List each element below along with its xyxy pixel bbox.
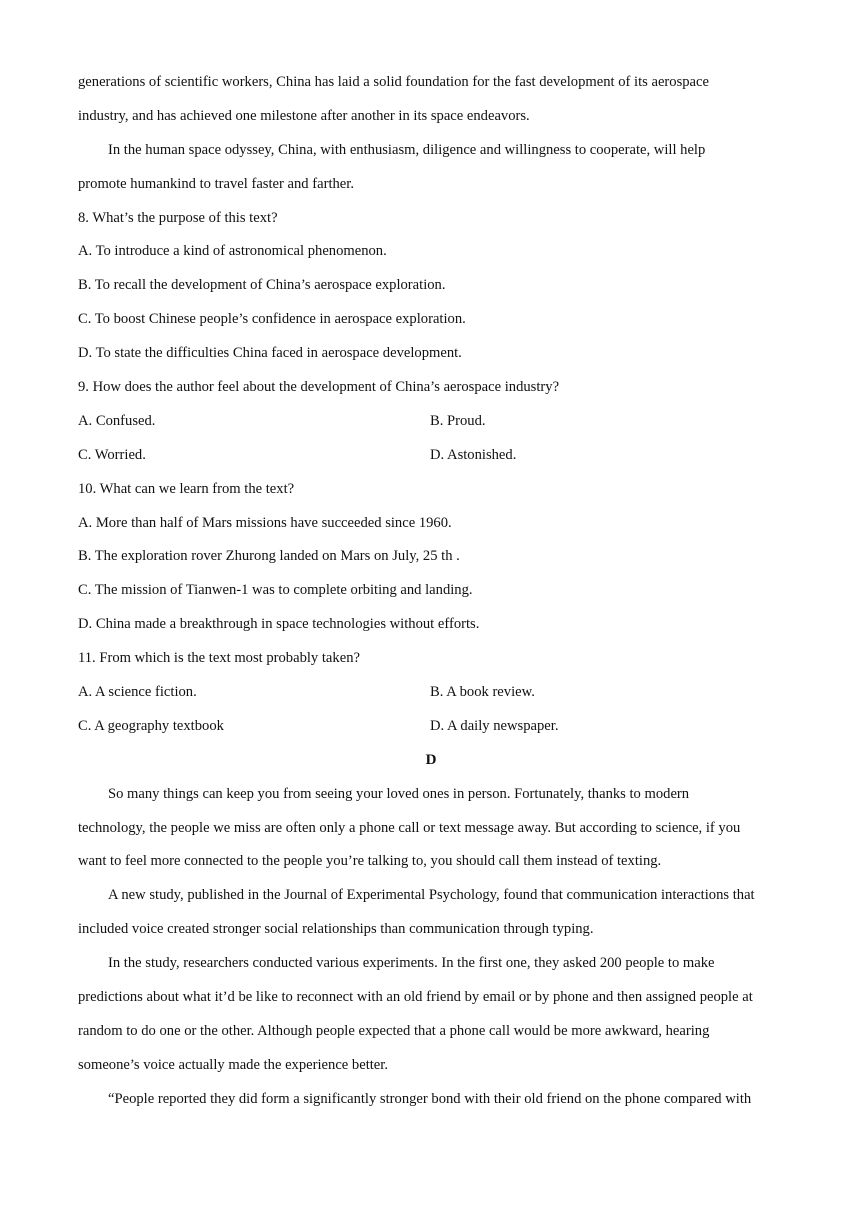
answer-option: B. The exploration rover Zhurong landed on Mars on July, 25 th . (78, 548, 460, 565)
answer-option: A. Confused. (78, 412, 156, 429)
passage-paragraph (78, 947, 784, 1083)
question-11 (78, 642, 784, 744)
passage-paragraph (78, 879, 784, 947)
answer-option: B. A book review. (430, 684, 535, 701)
question-stem: 9. How does the author feel about the development of China’s aerospace industry? (78, 379, 560, 396)
question-8 (78, 202, 784, 371)
answer-option: C. The mission of Tianwen-1 was to complete orbiting and landing. (78, 582, 473, 599)
text-line: included voice created stronger social relationships than communication through typing. (78, 921, 594, 938)
option-row (78, 439, 784, 473)
option-row (78, 405, 784, 439)
question-stem: 11. From which is the text most probably taken? (78, 650, 360, 667)
answer-option: C. To boost Chinese people’s confidence in aerospace exploration. (78, 311, 466, 328)
intro-paragraph (78, 134, 784, 202)
answer-option: D. Astonished. (430, 446, 517, 463)
answer-option: A. More than half of Mars missions have succeeded since 1960. (78, 514, 452, 531)
option-row (78, 710, 784, 744)
text-line: A new study, published in the Journal of Experimental Psychology, found that communication interactions that (108, 887, 755, 904)
answer-option: B. Proud. (430, 412, 486, 429)
passage-paragraph (78, 778, 784, 880)
text-line: want to feel more connected to the people you’re talking to, you should call them instead of texting. (78, 853, 662, 870)
text-line: So many things can keep you from seeing your loved ones in person. Fortunately, thanks to modern (108, 785, 690, 802)
text-line: predictions about what it’d be like to reconnect with an old friend by email or by phone and then assigned people at (78, 989, 753, 1006)
option-row (78, 676, 784, 710)
answer-option: D. To state the difficulties China faced in aerospace development. (78, 345, 462, 362)
answer-option: C. A geography textbook (78, 717, 224, 734)
answer-option: A. A science fiction. (78, 684, 197, 701)
text-line: In the study, researchers conducted various experiments. In the first one, they asked 200 people to make (108, 955, 715, 972)
question-10 (78, 473, 784, 642)
text-line: industry, and has achieved one milestone after another in its space endeavors. (78, 107, 530, 124)
section-heading: D (425, 751, 437, 768)
text-line: random to do one or the other. Although people expected that a phone call would be more awkward, hearing (78, 1022, 710, 1039)
text-line: promote humankind to travel faster and farther. (78, 175, 354, 192)
intro-paragraph (78, 66, 784, 134)
answer-option: A. To introduce a kind of astronomical phenomenon. (78, 243, 387, 260)
text-line: generations of scientific workers, China has laid a solid foundation for the fast development of its aerospace (78, 74, 709, 90)
answer-option: D. China made a breakthrough in space technologies without efforts. (78, 616, 480, 633)
question-9 (78, 371, 784, 473)
passage-paragraph (78, 1083, 784, 1117)
question-stem: 8. What’s the purpose of this text? (78, 209, 278, 226)
text-line: technology, the people we miss are often only a phone call or text message away. But according to science, if you (78, 819, 741, 836)
text-line: someone’s voice actually made the experience better. (78, 1056, 388, 1073)
answer-option: B. To recall the development of China’s aerospace exploration. (78, 277, 446, 294)
question-stem: 10. What can we learn from the text? (78, 480, 295, 497)
document-page (78, 66, 784, 1117)
text-line: “People reported they did form a significantly stronger bond with their old friend on the phone compared with (108, 1090, 752, 1107)
text-line: In the human space odyssey, China, with enthusiasm, diligence and willingness to cooperate, will help (108, 141, 706, 158)
answer-option: D. A daily newspaper. (430, 717, 559, 734)
answer-option: C. Worried. (78, 446, 146, 463)
